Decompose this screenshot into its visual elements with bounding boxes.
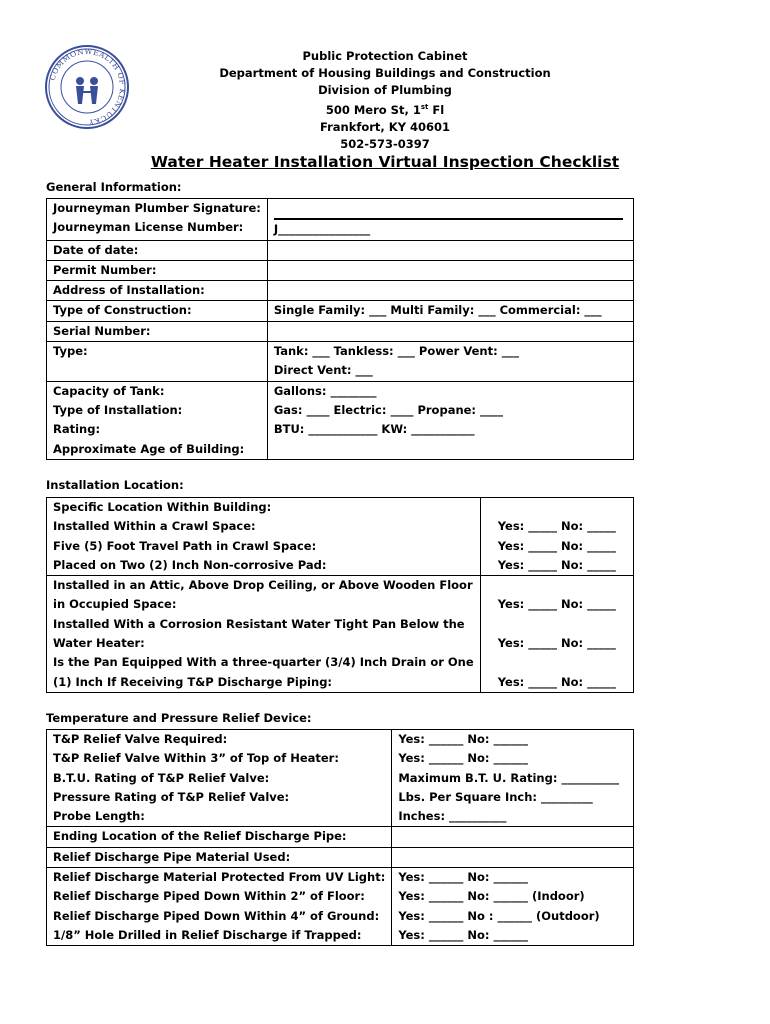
- agency-header: [200, 48, 570, 153]
- serial-field[interactable]: [267, 321, 633, 341]
- capacity-rating-fields[interactable]: Gallons: ________ Gas: ____ Electric: ____ Propane: ____ BTU: ____________ KW: ___________: [267, 381, 633, 459]
- construction-field[interactable]: Single Family: ___ Multi Family: ___ Commercial: ___: [267, 301, 633, 321]
- cabinet-name: Public Protection Cabinet: [302, 49, 468, 63]
- signature-line[interactable]: [274, 199, 623, 220]
- address-label: Address of Installation:: [47, 281, 268, 301]
- city-state-zip: Frankfort, KY 40601: [319, 119, 451, 134]
- ending-location-field[interactable]: [392, 827, 634, 847]
- page-title: Water Heater Installation Virtual Inspection Checklist: [150, 153, 620, 171]
- relief-device-table: [46, 729, 634, 946]
- street-address: 500 Mero St, 1st Fl: [325, 102, 445, 117]
- relief-valve-questions: T&P Relief Valve Required: T&P Relief Valve Within 3” of Top of Heater: B.T.U. Rating of T&P Relief Valve: Pressure Rating of T&P Relief Valve: Probe Length:: [47, 730, 392, 827]
- license-number-field[interactable]: J________________: [273, 222, 371, 237]
- pipe-material-label: Relief Discharge Pipe Material Used:: [47, 847, 392, 867]
- date-field[interactable]: [267, 240, 633, 260]
- ending-location-label: Ending Location of the Relief Discharge Pipe:: [47, 827, 392, 847]
- attic-pan-questions: Installed in an Attic, Above Drop Ceiling, or Above Wooden Floor in Occupied Space: Installed With a Corrosion Resistant Water Tight Pan Below the Water Heater: Is the Pan Equipped With a three-quarter (3/4) Inch Drain or One (1) Inch If Receiving T&P Discharge Piping:: [47, 576, 481, 693]
- type-label: Type:: [47, 342, 268, 382]
- pipe-material-field[interactable]: [392, 847, 634, 867]
- relief-valve-answers[interactable]: Yes: ______ No: ______ Yes: ______ No: ______ Maximum B.T. U. Rating: __________ Lbs. Per Square Inch: _________ Inches: __________: [392, 730, 634, 827]
- division-name: Division of Plumbing: [318, 83, 452, 97]
- relief-section-label: Temperature and Pressure Relief Device:: [46, 711, 312, 725]
- discharge-answers[interactable]: Yes: ______ No: ______ Yes: ______ No: ______ (Indoor) Yes: ______ No : ______ (Outdoor) Yes: ______ No: ______: [392, 868, 634, 946]
- svg-text:COMMONWEALTH OF KENTUCKY: COMMONWEALTH OF KENTUCKY: [47, 46, 128, 128]
- serial-label: Serial Number:: [47, 321, 268, 341]
- permit-field[interactable]: [267, 260, 633, 280]
- crawl-space-answers[interactable]: Yes: _____ No: _____ Yes: _____ No: _____ Yes: _____ No: _____: [480, 498, 633, 576]
- signature-license-labels: Journeyman Plumber Signature: Journeyman License Number:: [47, 199, 268, 241]
- general-information-table: [46, 198, 634, 460]
- capacity-rating-labels: Capacity of Tank: Type of Installation: Rating: Approximate Age of Building:: [47, 381, 268, 459]
- date-label: Date of date:: [47, 240, 268, 260]
- location-section-label: Installation Location:: [46, 478, 184, 492]
- type-field[interactable]: Tank: ___ Tankless: ___ Power Vent: ___ Direct Vent: ___: [267, 342, 633, 382]
- attic-pan-answers[interactable]: Yes: _____ No: _____ Yes: _____ No: _____ Yes: _____ No: _____: [480, 576, 633, 693]
- general-section-label: General Information:: [46, 180, 182, 194]
- department-name: Department of Housing Buildings and Construction: [219, 66, 551, 80]
- discharge-questions: Relief Discharge Material Protected From UV Light: Relief Discharge Piped Down Within 2” of Floor: Relief Discharge Piped Down Within 4” of Ground: 1/8” Hole Drilled in Relief Discharge if Trapped:: [47, 868, 392, 946]
- construction-label: Type of Construction:: [47, 301, 268, 321]
- kentucky-seal-icon: [44, 44, 130, 130]
- crawl-space-questions: Specific Location Within Building: Installed Within a Crawl Space: Five (5) Foot Travel Path in Crawl Space: Placed on Two (2) Inch Non-corrosive Pad:: [47, 498, 481, 576]
- address-field[interactable]: [267, 281, 633, 301]
- signature-license-fields[interactable]: [267, 199, 633, 241]
- installation-location-table: [46, 497, 634, 693]
- permit-label: Permit Number:: [47, 260, 268, 280]
- phone-number: 502-573-0397: [340, 136, 430, 151]
